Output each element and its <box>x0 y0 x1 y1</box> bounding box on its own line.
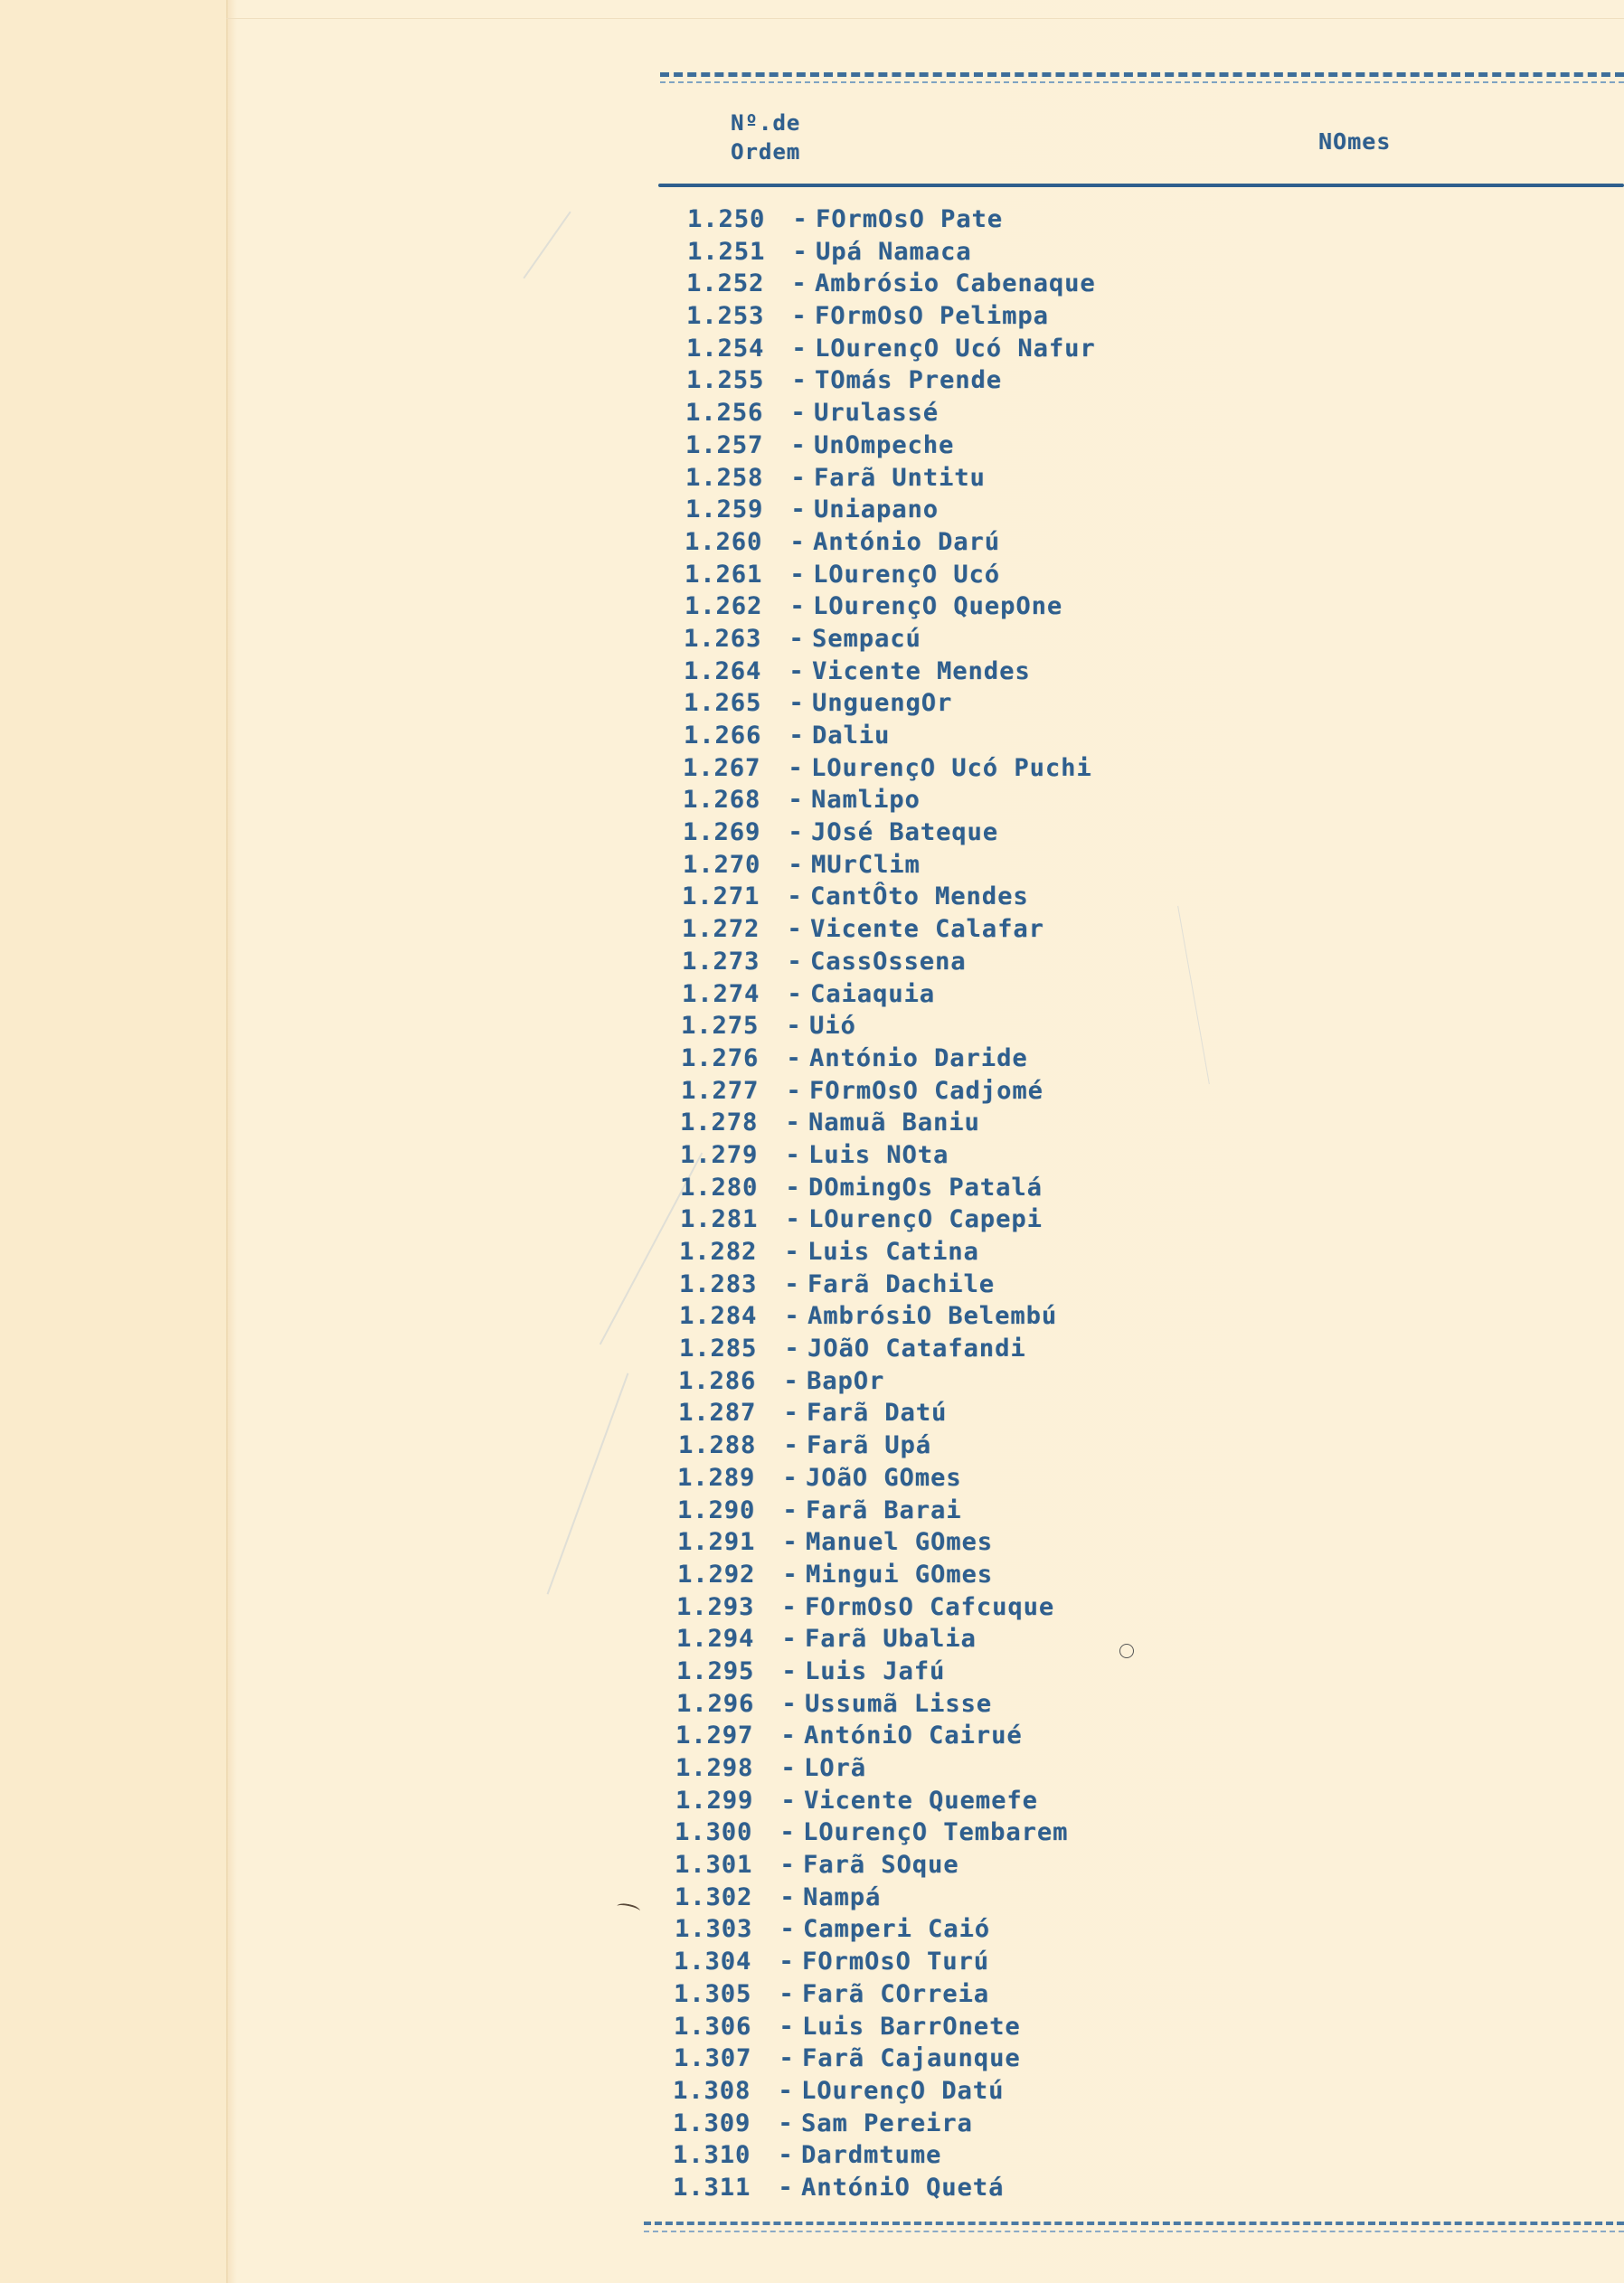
entry-number: 1.291 <box>677 1528 756 1557</box>
list-item <box>677 1495 1087 1527</box>
list-item <box>687 203 1097 236</box>
entry-name: Farã Cajaunque <box>802 2044 1021 2073</box>
entry-separator: - <box>782 1560 798 1589</box>
entry-name: CassOssena <box>810 947 967 976</box>
entry-number: 1.253 <box>686 302 765 331</box>
entry-separator: - <box>788 786 804 815</box>
entry-number: 1.289 <box>677 1463 756 1492</box>
list-item <box>683 816 1092 849</box>
list-item <box>674 1946 1083 1978</box>
entry-name: LOurençO Tembarem <box>803 1818 1069 1847</box>
entry-number: 1.292 <box>677 1560 756 1589</box>
list-item <box>685 397 1095 429</box>
list-item <box>676 1591 1086 1624</box>
entry-separator: - <box>787 979 803 1008</box>
list-item <box>673 2139 1082 2172</box>
list-item <box>678 1429 1088 1462</box>
entry-separator: - <box>779 1851 796 1880</box>
entry-name: Farã Ubalia <box>805 1625 977 1654</box>
entry-separator: - <box>779 1915 796 1944</box>
list-item <box>675 1785 1085 1817</box>
list-item <box>678 1365 1088 1398</box>
entry-name: Namuã Baniu <box>808 1108 980 1137</box>
entry-name: FOrmOsO Pate <box>816 205 1004 233</box>
entry-name: FOrmOsO Pelimpa <box>815 302 1049 331</box>
entry-separator: - <box>789 560 806 589</box>
entry-separator: - <box>787 915 803 944</box>
entry-name: Luis Jafú <box>805 1656 946 1685</box>
entry-number: 1.284 <box>679 1302 758 1331</box>
entry-number: 1.264 <box>684 656 762 685</box>
entry-name: Camperi Caió <box>803 1915 991 1944</box>
list-item <box>684 623 1093 656</box>
entry-number: 1.285 <box>679 1335 758 1363</box>
list-item <box>685 590 1094 623</box>
entry-name: Vicente Calafar <box>810 915 1044 944</box>
entry-name: Luis NOta <box>808 1140 949 1169</box>
entry-number: 1.286 <box>678 1366 757 1395</box>
entry-name: Farã Upá <box>807 1431 932 1460</box>
entry-name: LOurençO Ucó Nafur <box>815 334 1096 363</box>
list-item <box>683 752 1092 785</box>
list-item <box>680 1172 1090 1204</box>
ink-ring-mark <box>1119 1644 1134 1658</box>
entry-name: Nampá <box>803 1882 882 1911</box>
entry-number: 1.310 <box>673 2141 751 2170</box>
entry-name: Sempacú <box>812 624 921 653</box>
entry-number: 1.279 <box>680 1140 759 1169</box>
entry-number: 1.251 <box>687 237 766 266</box>
bottom-rule-secondary <box>644 2231 1624 2232</box>
list-item <box>679 1269 1089 1301</box>
entry-number: 1.254 <box>686 334 765 363</box>
entry-separator: - <box>790 463 807 492</box>
entry-number: 1.271 <box>682 882 760 911</box>
entry-separator: - <box>783 1366 799 1395</box>
entry-separator: - <box>788 624 805 653</box>
entry-separator: - <box>786 1076 802 1105</box>
entry-separator: - <box>782 1495 798 1524</box>
top-rule-secondary <box>660 81 1624 83</box>
entry-name: Sam Pereira <box>801 2108 973 2137</box>
list-item <box>676 1623 1086 1656</box>
list-item <box>676 1688 1086 1721</box>
list-item <box>682 946 1091 978</box>
entry-name: Daliu <box>812 722 891 750</box>
entry-name: LOurençO QuepOne <box>813 592 1063 621</box>
list-item <box>676 1656 1086 1688</box>
list-item <box>682 881 1091 913</box>
order-header-line2: Ordem <box>731 139 801 165</box>
entry-number: 1.270 <box>683 850 761 879</box>
entry-number: 1.303 <box>675 1915 753 1944</box>
entry-number: 1.258 <box>685 463 764 492</box>
entry-number: 1.305 <box>674 1979 752 2008</box>
entry-name: AntóniO Cairué <box>804 1722 1023 1750</box>
entry-number: 1.252 <box>686 269 765 298</box>
entry-number: 1.295 <box>676 1656 755 1685</box>
entry-number: 1.272 <box>682 915 760 944</box>
entry-number: 1.280 <box>680 1173 759 1202</box>
entry-number: 1.301 <box>675 1851 753 1880</box>
entry-name: LOurençO Capepi <box>808 1205 1043 1234</box>
list-item <box>675 1720 1085 1752</box>
entry-separator: - <box>788 722 805 750</box>
entry-number: 1.275 <box>681 1012 760 1041</box>
entry-name: Farã SOque <box>803 1851 959 1880</box>
entry-number: 1.307 <box>674 2044 752 2073</box>
list-item <box>680 1203 1090 1236</box>
entry-separator: - <box>783 1431 799 1460</box>
list-item <box>673 2108 1082 2140</box>
entry-number: 1.308 <box>673 2076 751 2105</box>
entry-number: 1.304 <box>674 1948 752 1976</box>
entry-number: 1.287 <box>678 1399 757 1428</box>
entry-number: 1.268 <box>683 786 761 815</box>
paper-fold-strip <box>0 0 228 2283</box>
list-item <box>677 1559 1087 1591</box>
entry-name: FOrmOsO Cadjomé <box>809 1076 1043 1105</box>
entry-separator: - <box>788 689 805 718</box>
list-item <box>683 784 1092 816</box>
entry-name: UnOmpeche <box>814 430 955 459</box>
entry-separator: - <box>781 1656 798 1685</box>
entry-separator: - <box>791 366 807 395</box>
entry-separator: - <box>790 495 807 524</box>
list-item <box>675 1816 1084 1849</box>
entry-separator: - <box>789 527 806 556</box>
entry-number: 1.293 <box>676 1592 755 1621</box>
entry-number: 1.260 <box>685 527 763 556</box>
list-item <box>678 1397 1088 1429</box>
list-item <box>677 1462 1087 1495</box>
entry-number: 1.288 <box>678 1431 757 1460</box>
list-item <box>685 559 1094 591</box>
entry-name: Namlipo <box>811 786 921 815</box>
list-item <box>685 526 1094 559</box>
entry-separator: - <box>779 1818 796 1847</box>
entry-name: Upá Namaca <box>816 237 972 266</box>
entry-name: Mingui GOmes <box>806 1560 994 1589</box>
entry-name: AmbrósiO Belembú <box>807 1302 1058 1331</box>
list-item <box>680 1139 1090 1172</box>
entry-separator: - <box>784 1238 800 1266</box>
header-rule <box>658 184 1624 187</box>
entry-number: 1.273 <box>682 947 760 976</box>
entry-number: 1.257 <box>685 430 764 459</box>
list-item <box>675 1882 1084 1914</box>
entry-separator: - <box>780 1754 797 1782</box>
entry-name: Dardmtume <box>801 2141 942 2170</box>
entry-name: JOãO Catafandi <box>807 1335 1026 1363</box>
entry-separator: - <box>791 302 807 331</box>
entry-separator: - <box>788 850 804 879</box>
entry-separator: - <box>779 1882 796 1911</box>
entry-separator: - <box>781 1625 798 1654</box>
entry-number: 1.263 <box>684 624 762 653</box>
list-item <box>684 656 1093 688</box>
list-item <box>684 720 1093 752</box>
list-item <box>677 1526 1087 1559</box>
entry-number: 1.274 <box>682 979 760 1008</box>
entry-separator: - <box>790 399 807 428</box>
entry-name: António Daride <box>809 1043 1028 1072</box>
list-item <box>675 1752 1085 1785</box>
list-item <box>674 1978 1083 2011</box>
entry-name: MUrClim <box>811 850 921 879</box>
entry-separator: - <box>791 269 807 298</box>
entry-separator: - <box>785 1108 801 1137</box>
entry-number: 1.276 <box>681 1043 760 1072</box>
entry-separator: - <box>788 753 804 782</box>
list-item <box>687 236 1097 269</box>
entry-number: 1.297 <box>675 1722 754 1750</box>
order-header-line1: Nº.de <box>731 110 801 136</box>
faint-stroke <box>547 1373 629 1594</box>
entry-separator: - <box>782 1463 798 1492</box>
entry-separator: - <box>779 2044 795 2073</box>
entry-number: 1.255 <box>686 366 765 395</box>
entry-name: LOurençO Ucó <box>813 560 1001 589</box>
entry-separator: - <box>784 1269 800 1298</box>
entry-number: 1.281 <box>680 1205 759 1234</box>
list-item <box>685 429 1095 462</box>
list-item <box>675 1913 1084 1946</box>
entry-number: 1.265 <box>684 689 762 718</box>
list-item <box>681 1075 1091 1108</box>
entry-separator: - <box>788 656 805 685</box>
entry-name: Ambrósio Cabenaque <box>815 269 1096 298</box>
list-item <box>680 1107 1090 1139</box>
entry-separator: - <box>787 947 803 976</box>
bottom-rule <box>644 2222 1624 2225</box>
faint-stroke <box>1177 906 1210 1084</box>
entry-name: JOãO GOmes <box>806 1463 962 1492</box>
entry-separator: - <box>792 205 808 233</box>
list-item <box>681 1010 1091 1042</box>
entry-name: Farã Dachile <box>807 1269 996 1298</box>
entry-separator: - <box>781 1592 798 1621</box>
entry-name: LOrã <box>804 1754 867 1782</box>
list-item <box>686 364 1096 397</box>
entry-separator: - <box>778 2173 794 2202</box>
entry-separator: - <box>787 882 803 911</box>
entry-name: JOsé Bateque <box>811 818 999 847</box>
entry-number: 1.294 <box>676 1625 755 1654</box>
entry-number: 1.277 <box>681 1076 760 1105</box>
entry-number: 1.309 <box>673 2108 751 2137</box>
entry-name: Ussumã Lisse <box>805 1689 993 1718</box>
entry-number: 1.290 <box>677 1495 756 1524</box>
entry-number: 1.266 <box>684 722 762 750</box>
entry-number: 1.302 <box>675 1882 753 1911</box>
list-item <box>673 2075 1082 2108</box>
entry-name: FOrmOsO Cafcuque <box>805 1592 1055 1621</box>
list-item <box>674 2042 1083 2075</box>
list-item <box>686 268 1096 300</box>
entry-number: 1.250 <box>687 205 766 233</box>
list-item <box>679 1236 1089 1269</box>
entry-number: 1.256 <box>685 399 764 428</box>
entry-number: 1.298 <box>675 1754 754 1782</box>
list-item <box>674 2011 1083 2043</box>
entry-separator: - <box>779 1979 795 2008</box>
name-list <box>673 203 1097 2204</box>
faint-stroke <box>523 212 571 279</box>
entry-number: 1.267 <box>683 753 761 782</box>
entry-separator: - <box>780 1722 797 1750</box>
entry-name: Luis Catina <box>807 1238 979 1266</box>
entry-number: 1.283 <box>679 1269 758 1298</box>
entry-separator: - <box>778 2076 794 2105</box>
list-item <box>675 1849 1084 1882</box>
list-item <box>686 333 1096 365</box>
list-item <box>679 1333 1089 1365</box>
list-item <box>682 978 1091 1011</box>
fold-crease <box>226 18 1624 19</box>
entry-number: 1.278 <box>680 1108 759 1137</box>
entry-number: 1.296 <box>676 1689 755 1718</box>
entry-number: 1.262 <box>685 592 763 621</box>
list-item <box>685 494 1095 526</box>
entry-name: LOurençO Ucó Puchi <box>811 753 1092 782</box>
entry-separator: - <box>791 334 807 363</box>
entry-separator: - <box>779 1948 795 1976</box>
entry-separator: - <box>784 1335 800 1363</box>
entry-separator: - <box>784 1302 800 1331</box>
entry-separator: - <box>786 1012 802 1041</box>
entry-separator: - <box>789 592 806 621</box>
margin-mark <box>616 1901 641 1915</box>
list-item <box>684 687 1093 720</box>
entry-number: 1.300 <box>675 1818 753 1847</box>
list-item <box>685 462 1095 495</box>
entry-name: AntóniO Quetá <box>801 2173 1005 2202</box>
entry-name: Farã Untitu <box>814 463 986 492</box>
entry-separator: - <box>790 430 807 459</box>
entry-separator: - <box>780 1786 797 1815</box>
list-item <box>686 300 1096 333</box>
entry-separator: - <box>778 2108 794 2137</box>
entry-separator: - <box>781 1689 798 1718</box>
entry-name: Farã Barai <box>806 1495 962 1524</box>
entry-separator: - <box>782 1528 798 1557</box>
entry-name: LOurençO Datú <box>801 2076 1005 2105</box>
entry-separator: - <box>785 1205 801 1234</box>
entry-name: Vicente Quemefe <box>804 1786 1038 1815</box>
entry-name: Caiaquia <box>810 979 936 1008</box>
entry-separator: - <box>788 818 804 847</box>
list-item <box>679 1300 1089 1333</box>
entry-number: 1.299 <box>675 1786 754 1815</box>
entry-name: Farã COrreia <box>802 1979 990 2008</box>
entry-separator: - <box>778 2141 794 2170</box>
list-item <box>682 913 1091 946</box>
entry-name: Uió <box>809 1012 856 1041</box>
entry-separator: - <box>779 2012 795 2041</box>
entry-separator: - <box>783 1399 799 1428</box>
entry-number: 1.282 <box>679 1238 758 1266</box>
entry-name: BapOr <box>807 1366 885 1395</box>
entry-name: Vicente Mendes <box>812 656 1031 685</box>
entry-name: Farã Datú <box>807 1399 948 1428</box>
entry-name: DOmingOs Patalá <box>808 1173 1043 1202</box>
entry-name: Uniapano <box>814 495 939 524</box>
entry-separator: - <box>785 1173 801 1202</box>
entry-name: UnguengOr <box>812 689 953 718</box>
order-number-header <box>731 108 830 166</box>
entry-name: CantÔto Mendes <box>810 882 1029 911</box>
entry-number: 1.311 <box>673 2173 751 2202</box>
entry-separator: - <box>785 1140 801 1169</box>
entry-name: TOmás Prende <box>815 366 1003 395</box>
entry-name: FOrmOsO Turú <box>802 1948 990 1976</box>
list-item <box>681 1042 1091 1075</box>
entry-name: Urulassé <box>814 399 939 428</box>
entry-separator: - <box>792 237 808 266</box>
entry-number: 1.261 <box>685 560 763 589</box>
names-header: NOmes <box>1318 128 1392 155</box>
entry-name: Manuel GOmes <box>806 1528 994 1557</box>
entry-number: 1.269 <box>683 818 761 847</box>
entry-number: 1.306 <box>674 2012 752 2041</box>
list-item <box>673 2172 1082 2204</box>
entry-separator: - <box>786 1043 802 1072</box>
top-rule <box>660 72 1624 77</box>
entry-name: António Darú <box>813 527 1001 556</box>
entry-number: 1.259 <box>685 495 764 524</box>
entry-name: Luis BarrOnete <box>802 2012 1021 2041</box>
list-item <box>683 849 1092 882</box>
